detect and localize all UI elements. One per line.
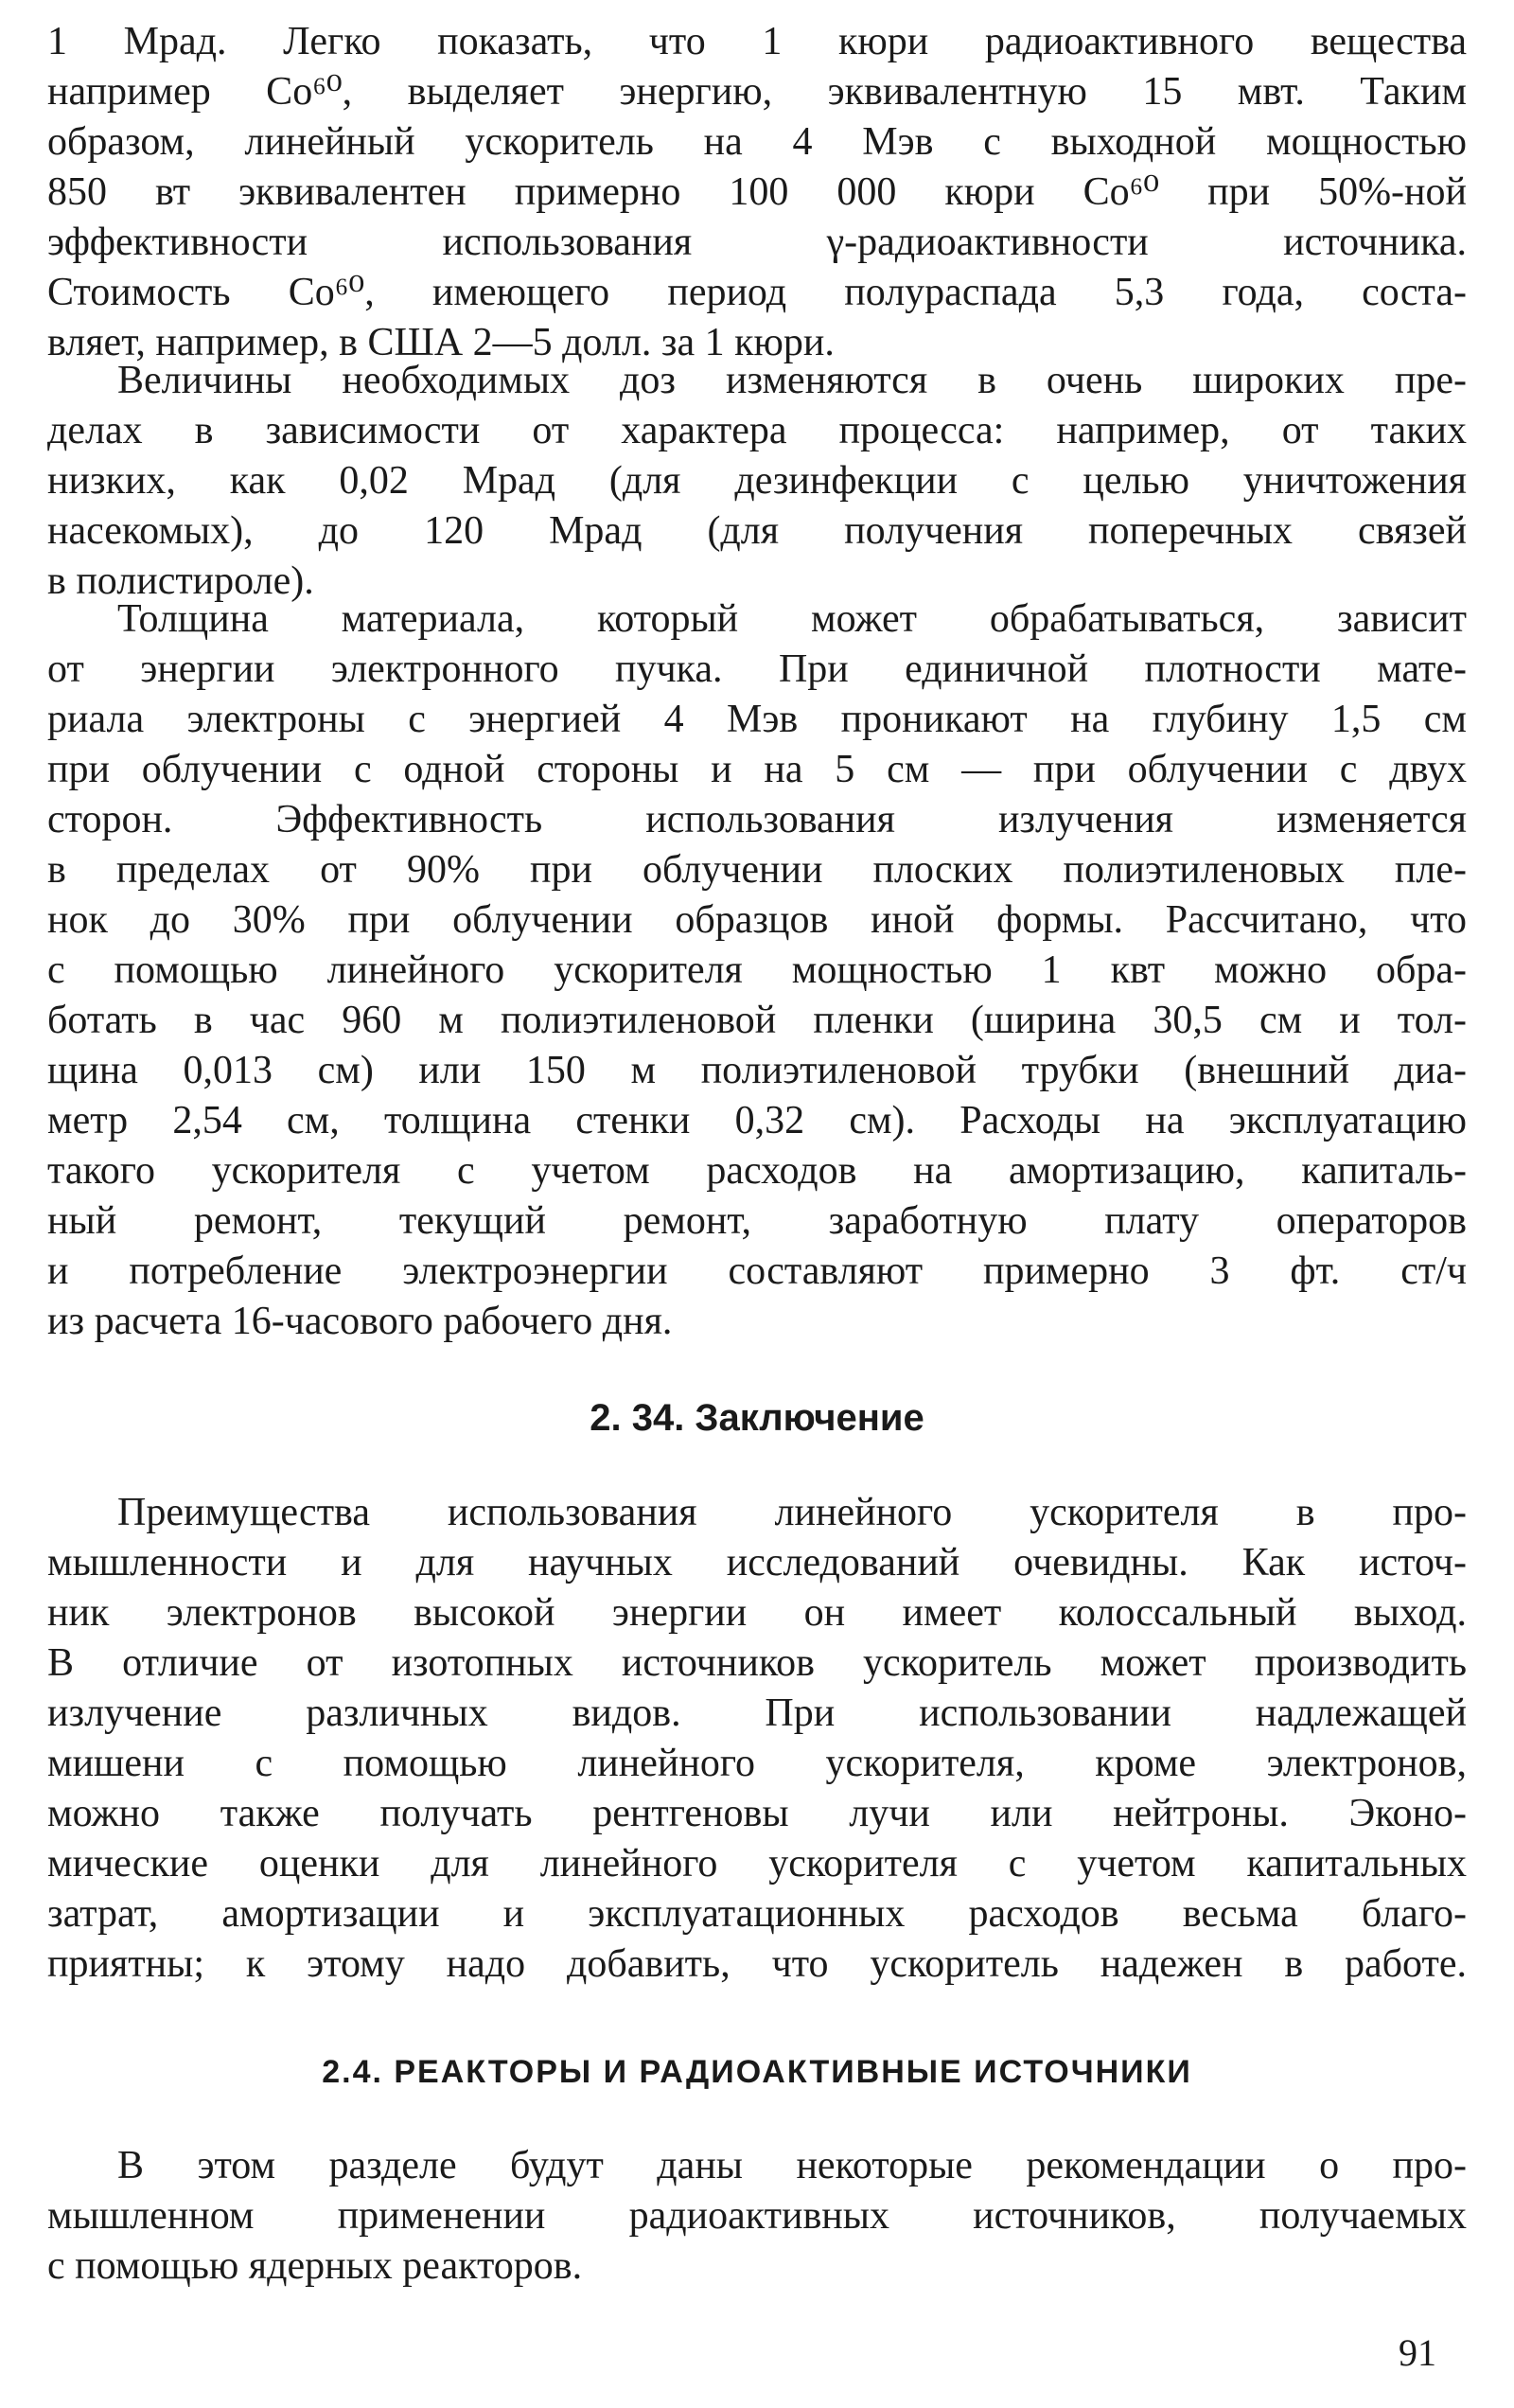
text-line: ник электронов высокой энергии он имеет колоссальный выход. [47, 1591, 1467, 1635]
text-line: приятны; к этому надо добавить, что ускоритель надежен в работе. [47, 1942, 1467, 1986]
text-line: Толщина материала, который может обрабатываться, зависит [117, 597, 1467, 641]
text-line: такого ускорителя с учетом расходов на амортизацию, капиталь- [47, 1149, 1467, 1193]
text-line: с помощью линейного ускорителя мощностью 1 квт можно обра- [47, 948, 1467, 992]
text-line: с помощью ядерных реакторов. [47, 2244, 583, 2288]
text-line: В отличие от изотопных источников ускоритель может производить [47, 1641, 1467, 1685]
text-line: излучение различных видов. При использовании надлежащей [47, 1691, 1467, 1735]
page-number: 91 [1399, 2331, 1436, 2374]
text-line: вляет, например, в США 2—5 долл. за 1 кюри. [47, 321, 835, 364]
text-line: насекомых), до 120 Мрад (для получения поперечных связей [47, 509, 1467, 553]
text-line: сторон. Эффективность использования излучения изменяется [47, 798, 1467, 841]
text-line: при облучении с одной стороны и на 5 см — при облучении с двух [47, 748, 1467, 791]
text-line: риала электроны с энергией 4 Мэв проникают на глубину 1,5 см [47, 698, 1467, 741]
text-line: из расчета 16-часового рабочего дня. [47, 1300, 673, 1343]
section-heading: 2.4. РЕАКТОРЫ И РАДИОАКТИВНЫЕ ИСТОЧНИКИ [322, 2054, 1192, 2090]
paragraph-2 [47, 356, 1467, 607]
text-line: низких, как 0,02 Мрад (для дезинфекции с целью уничтожения [47, 459, 1467, 503]
text-line: ботать в час 960 м полиэтиленовой пленки (ширина 30,5 см и тол- [47, 999, 1467, 1042]
text-line: делах в зависимости от характера процесса: например, от таких [47, 409, 1467, 452]
paragraph-4 [47, 1488, 1467, 1990]
text-line: мышленном применении радиоактивных источников, получаемых [47, 2194, 1467, 2238]
text-line: и потребление электроэнергии составляют примерно 3 фт. ст/ч [47, 1249, 1467, 1293]
text-line: 1 Мрад. Легко показать, что 1 кюри радиоактивного вещества [47, 20, 1467, 63]
text-line: Преимущества использования линейного ускорителя в про- [117, 1491, 1467, 1534]
text-line: нок до 30% при облучении образцов иной формы. Рассчитано, что [47, 898, 1467, 942]
paragraph-5 [47, 2141, 1467, 2292]
text-line: мышленности и для научных исследований очевидны. Как источ- [47, 1541, 1467, 1585]
text-line: метр 2,54 см, толщина стенки 0,32 см). Расходы на эксплуатацию [47, 1099, 1467, 1142]
text-line: мические оценки для линейного ускорителя с учетом капитальных [47, 1842, 1467, 1886]
text-line: Стоимость Со⁶⁰, имеющего период полураспада 5,3 года, соста- [47, 271, 1467, 314]
text-line: от энергии электронного пучка. При единичной плотности мате- [47, 647, 1467, 691]
text-line: 850 вт эквивалентен примерно 100 000 кюри Со⁶⁰ при 50%-ной [47, 170, 1467, 214]
text-line: эффективности использования γ-радиоактивности источника. [47, 221, 1467, 264]
text-line: мишени с помощью линейного ускорителя, кроме электронов, [47, 1742, 1467, 1785]
subsection-heading: 2. 34. Заключение [590, 1397, 924, 1439]
text-line: затрат, амортизации и эксплуатационных расходов весьма благо- [47, 1892, 1467, 1936]
text-line: можно также получать рентгеновы лучи или нейтроны. Эконо- [47, 1792, 1467, 1835]
text-line: В этом разделе будут даны некоторые рекомендации о про- [117, 2144, 1467, 2187]
text-line: ный ремонт, текущий ремонт, заработную плату операторов [47, 1199, 1467, 1243]
text-line: образом, линейный ускоритель на 4 Мэв с выходной мощностью [47, 120, 1467, 164]
text-line: щина 0,013 см) или 150 м полиэтиленовой трубки (внешний диа- [47, 1049, 1467, 1092]
text-line: Величины необходимых доз изменяются в очень широких пре- [117, 359, 1467, 402]
text-line: например Со⁶⁰, выделяет энергию, эквивалентную 15 мвт. Таким [47, 70, 1467, 114]
text-line: в пределах от 90% при облучении плоских полиэтиленовых пле- [47, 848, 1467, 892]
paragraph-3 [47, 594, 1467, 1347]
paragraph-1 [47, 17, 1467, 368]
text-line: в полистироле). [47, 559, 314, 603]
